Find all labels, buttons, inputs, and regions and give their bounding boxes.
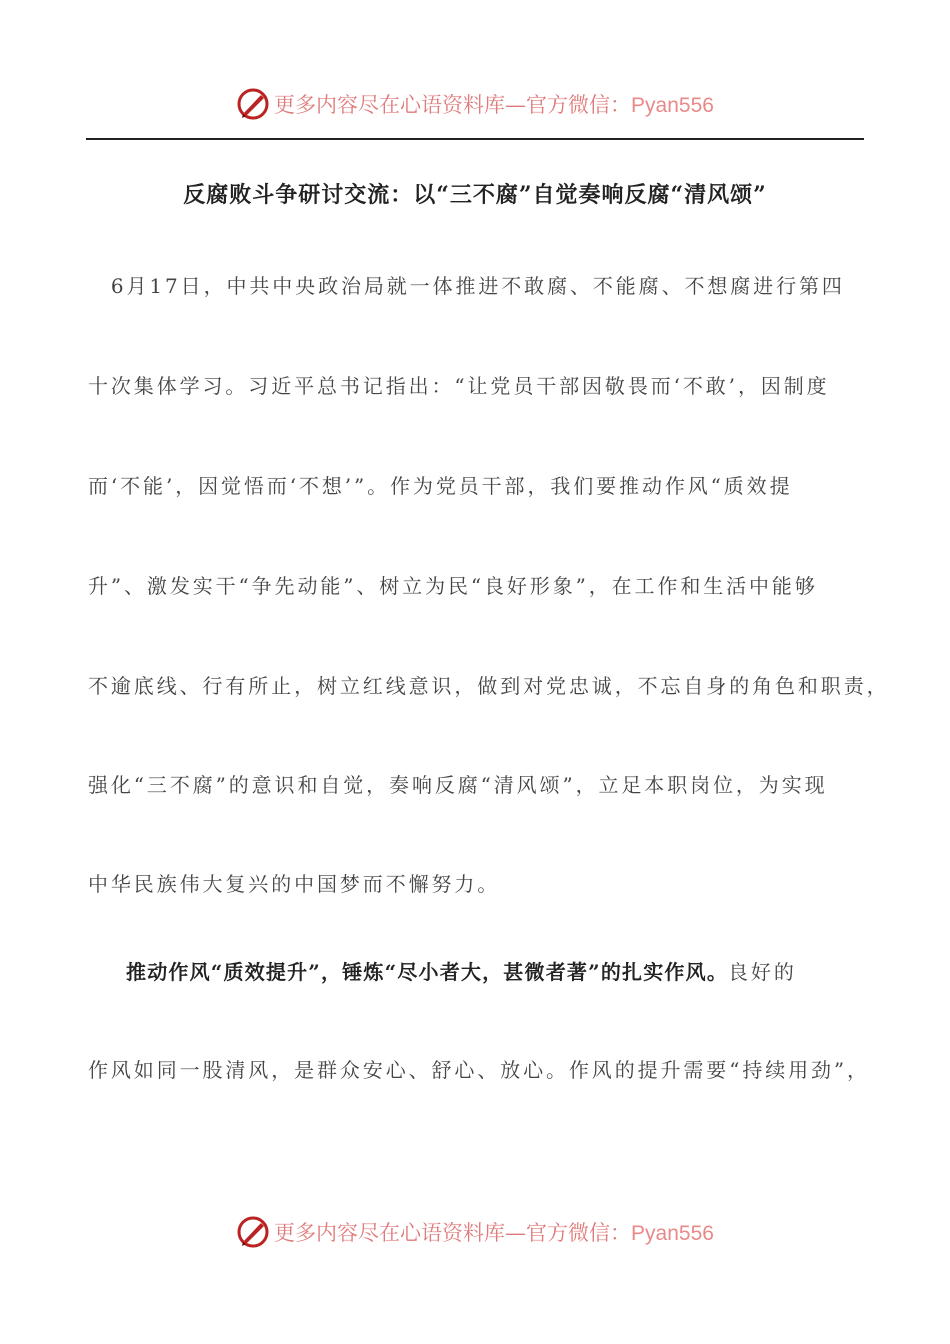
footer-watermark [0,1212,950,1252]
watermark-text: 更多内容尽在心语资料库—官方微信： [274,1221,632,1245]
para2-heading: 推动作风“质效提升”，锤炼“尽小者大，甚微者著”的扎实作风。 [126,960,729,984]
para1-line-4: 升”、激发实干“争先动能”、树立为民“良好形象”，在工作和生活中能够 [88,574,818,598]
para1-line-2: 十次集体学习。习近平总书记指出：“让党员干部因敬畏而‘不敢’，因制度 [88,374,830,398]
para2-text: 良好的 [728,960,797,984]
para2-line-1 [126,960,908,984]
watermark-text: 更多内容尽在心语资料库—官方微信： [274,93,632,117]
para1-line-5: 不逾底线、行有所止，树立红线意识，做到对党忠诚，不忘自身的角色和职责， [88,674,890,698]
para1-line-6: 强化“三不腐”的意识和自觉，奏响反腐“清风颂”，立足本职岗位，为实现 [88,773,828,797]
header-watermark [0,84,950,124]
wechat-id: Pyan556 [631,1222,714,1245]
para2-line-2: 作风如同一股清风，是群众安心、舒心、放心。作风的提升需要“持续用劲”， [88,1058,870,1082]
para1-line-7: 中华民族伟大复兴的中国梦而不懈努力。 [88,872,501,896]
header-divider [86,138,864,140]
wechat-id: Pyan556 [631,94,714,117]
document-title: 反腐败斗争研讨交流：以“三不腐”自觉奏响反腐“清风颂” [183,182,767,208]
para1-line-1: 6月17日，中共中央政治局就一体推进不敢腐、不能腐、不想腐进行第四 [88,274,845,298]
pen-logo-icon [236,1215,270,1249]
pen-logo-icon [236,87,270,121]
para1-line-3: 而‘不能’，因觉悟而‘不想’”。作为党员干部，我们要推动作风“质效提 [88,474,793,498]
